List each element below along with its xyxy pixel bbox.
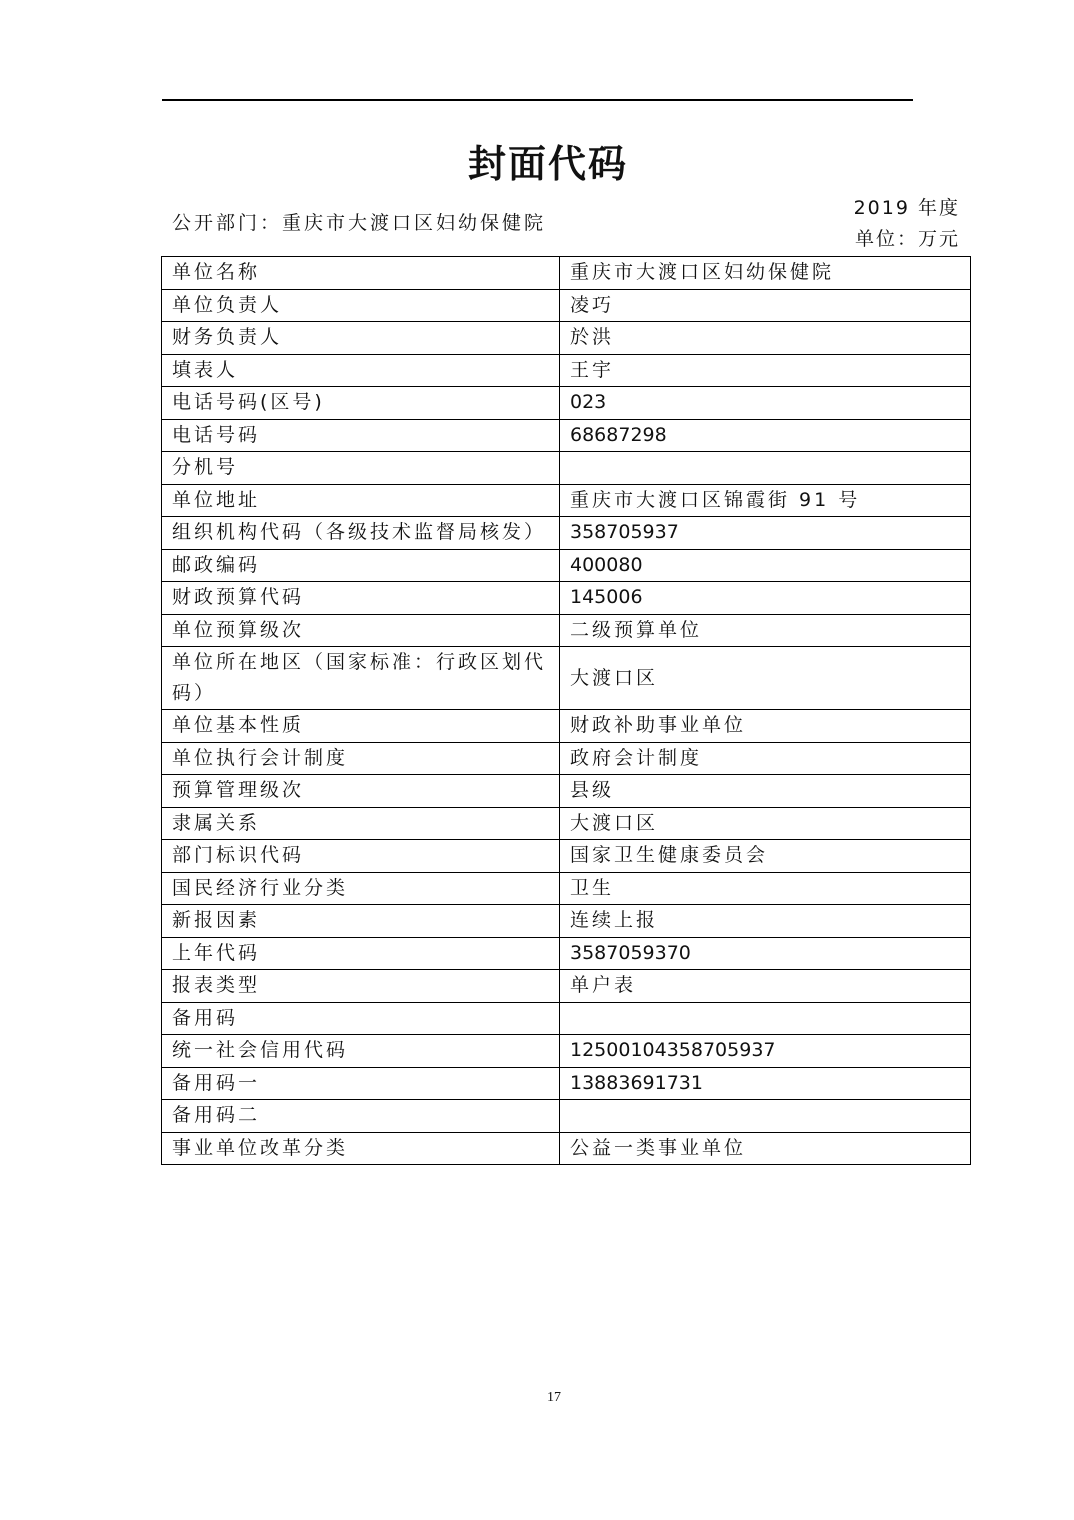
field-value (560, 1100, 971, 1133)
department-label: 公开部门：重庆市大渡口区妇幼保健院 (172, 212, 547, 234)
field-value: 於洪 (560, 322, 971, 355)
field-value: 连续上报 (560, 905, 971, 938)
field-label: 单位负责人 (162, 289, 560, 322)
field-value: 3587059370 (560, 937, 971, 970)
field-value: 重庆市大渡口区妇幼保健院 (560, 257, 971, 290)
header-rule (162, 99, 913, 101)
field-value: 023 (560, 387, 971, 420)
field-value: 单户表 (560, 970, 971, 1003)
table-row (162, 840, 971, 873)
field-value: 卫生 (560, 872, 971, 905)
field-label: 电话号码 (162, 419, 560, 452)
field-label: 单位预算级次 (162, 614, 560, 647)
table-row (162, 614, 971, 647)
table-row (162, 387, 971, 420)
table-row (162, 354, 971, 387)
field-label: 上年代码 (162, 937, 560, 970)
field-label: 分机号 (162, 452, 560, 485)
field-value: 大渡口区 (560, 647, 971, 710)
field-label: 单位所在地区（国家标准：行政区划代码） (162, 647, 560, 710)
report-meta (854, 193, 960, 255)
table-row (162, 937, 971, 970)
field-value: 大渡口区 (560, 807, 971, 840)
field-value: 国家卫生健康委员会 (560, 840, 971, 873)
report-unit: 单位：万元 (854, 228, 960, 250)
report-year: 2019 年度 (853, 197, 960, 219)
field-label: 单位名称 (162, 257, 560, 290)
field-value: 公益一类事业单位 (560, 1132, 971, 1165)
field-value: 县级 (560, 775, 971, 808)
field-value: 凌巧 (560, 289, 971, 322)
table-row (162, 419, 971, 452)
table-row (162, 322, 971, 355)
table-row (162, 647, 971, 710)
field-label: 单位基本性质 (162, 710, 560, 743)
field-label: 备用码 (162, 1002, 560, 1035)
field-label: 组织机构代码（各级技术监督局核发） (162, 517, 560, 550)
table-row (162, 1100, 971, 1133)
field-label: 电话号码(区号) (162, 387, 560, 420)
field-value: 重庆市大渡口区锦霞街 91 号 (560, 484, 971, 517)
field-value: 68687298 (560, 419, 971, 452)
field-value (560, 1002, 971, 1035)
field-value: 财政补助事业单位 (560, 710, 971, 743)
field-value: 王宇 (560, 354, 971, 387)
field-value: 145006 (560, 582, 971, 615)
field-label: 单位执行会计制度 (162, 742, 560, 775)
field-label: 备用码二 (162, 1100, 560, 1133)
table-row (162, 1067, 971, 1100)
field-value: 358705937 (560, 517, 971, 550)
field-label: 统一社会信用代码 (162, 1035, 560, 1068)
table-row (162, 742, 971, 775)
table-row (162, 484, 971, 517)
table-row (162, 807, 971, 840)
field-value: 12500104358705937 (560, 1035, 971, 1068)
field-label: 单位地址 (162, 484, 560, 517)
field-label: 填表人 (162, 354, 560, 387)
page-number: 17 (547, 1390, 561, 1405)
table-row (162, 905, 971, 938)
field-label: 财务负责人 (162, 322, 560, 355)
table-row (162, 1035, 971, 1068)
table-row (162, 872, 971, 905)
table-row (162, 775, 971, 808)
page-title: 封面代码 (467, 141, 628, 186)
table-row (162, 970, 971, 1003)
table-row (162, 257, 971, 290)
field-value: 二级预算单位 (560, 614, 971, 647)
field-label: 邮政编码 (162, 549, 560, 582)
field-label: 财政预算代码 (162, 582, 560, 615)
table-row (162, 517, 971, 550)
table-row (162, 1002, 971, 1035)
table-row (162, 1132, 971, 1165)
cover-code-table (161, 256, 971, 1165)
table-row (162, 452, 971, 485)
field-label: 新报因素 (162, 905, 560, 938)
table-row (162, 549, 971, 582)
field-value: 400080 (560, 549, 971, 582)
table-row (162, 582, 971, 615)
field-label: 隶属关系 (162, 807, 560, 840)
field-label: 备用码一 (162, 1067, 560, 1100)
field-value: 13883691731 (560, 1067, 971, 1100)
field-value: 政府会计制度 (560, 742, 971, 775)
field-label: 事业单位改革分类 (162, 1132, 560, 1165)
field-label: 预算管理级次 (162, 775, 560, 808)
field-label: 部门标识代码 (162, 840, 560, 873)
field-value (560, 452, 971, 485)
table-row (162, 289, 971, 322)
table-row (162, 710, 971, 743)
field-label: 国民经济行业分类 (162, 872, 560, 905)
field-label: 报表类型 (162, 970, 560, 1003)
